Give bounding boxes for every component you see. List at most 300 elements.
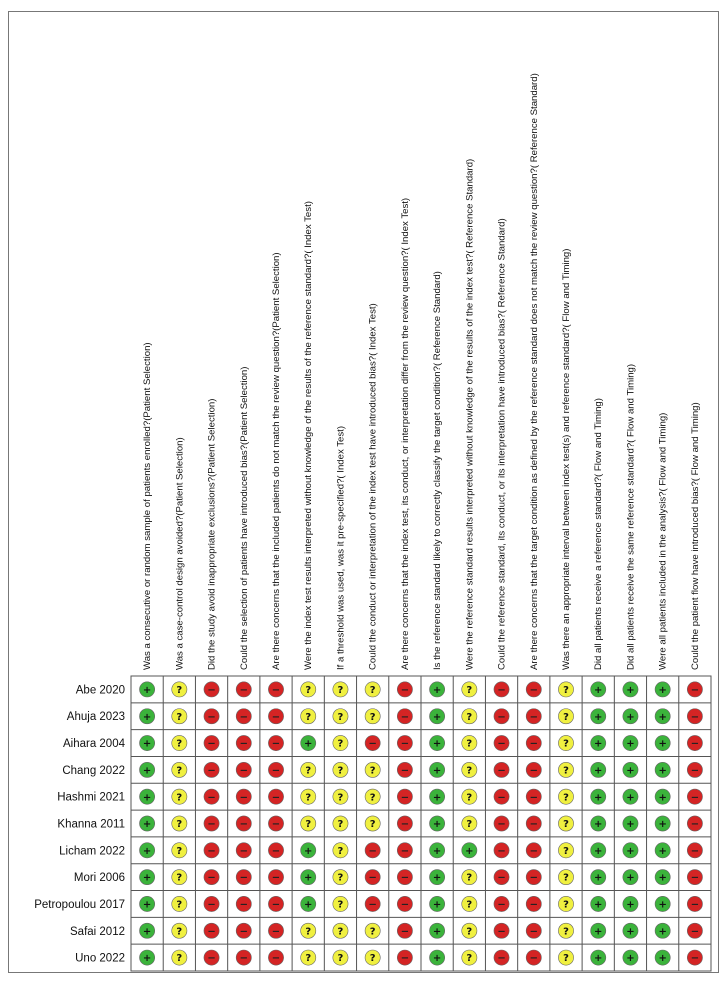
- judgement-symbol: +: [594, 685, 603, 697]
- judgement-symbol: −: [529, 872, 538, 884]
- judgement-symbol: +: [658, 711, 667, 723]
- judgement-symbol: −: [497, 926, 506, 938]
- judgement-symbol: −: [239, 685, 248, 697]
- judgement-mark: [140, 870, 155, 885]
- judgement-mark: [655, 816, 670, 831]
- judgement-mark: [365, 682, 380, 697]
- judgement-symbol: ?: [337, 738, 344, 750]
- judgement-mark: [397, 735, 412, 750]
- judgement-mark: [333, 923, 348, 938]
- column-header-11: Were the reference standard results interpreted without knowledge of the results of the index test?( Reference Standard): [464, 158, 476, 670]
- judgement-symbol: −: [400, 711, 410, 723]
- judgement-mark: [204, 682, 219, 697]
- judgement-symbol: ?: [176, 953, 183, 965]
- judgement-mark: [526, 762, 541, 777]
- judgement-symbol: −: [529, 953, 538, 965]
- judgement-symbol: +: [432, 953, 442, 965]
- judgement-mark: [236, 789, 251, 804]
- judgement-symbol: ?: [305, 926, 312, 938]
- judgement-mark: [140, 896, 155, 911]
- judgement-mark: [687, 923, 702, 938]
- judgement-symbol: +: [432, 872, 442, 884]
- judgement-mark: [333, 816, 348, 831]
- judgement-mark: [623, 682, 638, 697]
- judgement-symbol: +: [432, 926, 442, 938]
- judgement-mark: [397, 843, 412, 858]
- judgement-mark: [430, 682, 445, 697]
- judgement-mark: [365, 709, 380, 724]
- judgement-symbol: +: [626, 711, 635, 723]
- judgement-symbol: +: [594, 899, 603, 911]
- judgement-symbol: +: [658, 872, 667, 884]
- study-label: Khanna 2011: [57, 818, 125, 831]
- column-header-5: Are there concerns that the included patients do not match the review question?(Patient Selection): [271, 252, 282, 670]
- judgement-mark: [204, 870, 219, 885]
- judgement-mark: [301, 950, 316, 965]
- judgement-symbol: −: [497, 872, 506, 884]
- judgement-mark: [236, 735, 251, 750]
- judgement-symbol: −: [368, 899, 377, 911]
- judgement-symbol: −: [529, 819, 538, 831]
- judgement-symbol: ?: [369, 765, 376, 777]
- judgement-symbol: −: [690, 685, 700, 697]
- column-header-4: Could the selection of patients have introduced bias?(Patient Selection): [238, 366, 250, 670]
- judgement-symbol: +: [594, 926, 603, 938]
- judgement-symbol: −: [400, 819, 410, 831]
- judgement-mark: [462, 923, 477, 938]
- judgement-mark: [558, 762, 573, 777]
- judgement-mark: [140, 789, 155, 804]
- judgement-mark: [268, 843, 283, 858]
- judgement-symbol: −: [271, 819, 281, 831]
- judgement-mark: [623, 923, 638, 938]
- judgement-symbol: +: [304, 738, 313, 750]
- study-label: Petropoulou 2017: [34, 898, 125, 911]
- judgement-mark: [365, 816, 380, 831]
- judgement-symbol: ?: [337, 926, 344, 938]
- judgement-mark: [494, 816, 509, 831]
- judgement-mark: [494, 789, 509, 804]
- judgement-mark: [591, 816, 606, 831]
- judgement-mark: [591, 735, 606, 750]
- judgement-symbol: −: [529, 711, 538, 723]
- judgement-mark: [655, 870, 670, 885]
- judgement-mark: [494, 950, 509, 965]
- judgement-symbol: −: [271, 845, 281, 857]
- judgement-symbol: +: [658, 819, 667, 831]
- judgement-symbol: ?: [563, 738, 569, 750]
- judgement-symbol: +: [626, 738, 635, 750]
- judgement-symbol: ?: [466, 953, 473, 965]
- judgement-mark: [687, 870, 702, 885]
- judgement-symbol: +: [594, 765, 603, 777]
- judgement-mark: [655, 950, 670, 965]
- judgement-mark: [140, 923, 155, 938]
- judgement-symbol: −: [239, 711, 248, 723]
- judgement-symbol: −: [690, 953, 700, 965]
- judgement-mark: [623, 762, 638, 777]
- judgement-symbol: −: [207, 845, 216, 857]
- judgement-symbol: +: [658, 953, 667, 965]
- judgement-mark: [430, 789, 445, 804]
- judgement-symbol: +: [626, 845, 635, 857]
- judgement-symbol: −: [690, 765, 700, 777]
- judgement-symbol: ?: [563, 845, 569, 857]
- study-label: Uno 2022: [75, 952, 125, 965]
- judgement-symbol: −: [207, 711, 216, 723]
- judgement-symbol: −: [400, 792, 410, 804]
- judgement-symbol: −: [400, 926, 410, 938]
- judgement-mark: [397, 789, 412, 804]
- judgement-mark: [365, 896, 380, 911]
- judgement-mark: [268, 950, 283, 965]
- judgement-symbol: +: [432, 711, 442, 723]
- judgement-mark: [687, 682, 702, 697]
- judgement-mark: [591, 709, 606, 724]
- judgement-symbol: −: [239, 953, 248, 965]
- judgement-symbol: ?: [466, 711, 473, 723]
- judgement-symbol: ?: [176, 872, 183, 884]
- judgement-symbol: −: [400, 953, 410, 965]
- judgement-mark: [526, 923, 541, 938]
- judgement-symbol: ?: [305, 711, 312, 723]
- judgement-mark: [430, 735, 445, 750]
- judgement-mark: [462, 896, 477, 911]
- judgement-mark: [204, 789, 219, 804]
- column-header-6: Were the index test results interpreted without knowledge of the results of the reference standard?( Index Test): [303, 201, 315, 670]
- judgement-mark: [655, 923, 670, 938]
- judgement-mark: [526, 950, 541, 965]
- judgement-mark: [236, 709, 251, 724]
- judgement-mark: [623, 950, 638, 965]
- judgement-symbol: −: [271, 765, 281, 777]
- judgement-mark: [430, 923, 445, 938]
- judgement-mark: [687, 950, 702, 965]
- column-header-10: Is the reference standard likely to correctly classify the target condition?( Reference Standard): [432, 271, 444, 670]
- judgement-symbol: +: [142, 685, 152, 697]
- judgement-mark: [558, 682, 573, 697]
- column-header-16: Did all patients receive the same reference standard?( Flow and Timing): [625, 363, 637, 670]
- judgement-symbol: +: [658, 899, 667, 911]
- judgement-symbol: +: [142, 819, 152, 831]
- column-header-8: Could the conduct or interpretation of the index test have introduced bias?( Index Test): [367, 303, 379, 670]
- judgement-symbol: +: [658, 926, 667, 938]
- judgement-mark: [172, 870, 187, 885]
- judgement-symbol: −: [368, 845, 377, 857]
- judgement-mark: [623, 816, 638, 831]
- judgement-mark: [655, 682, 670, 697]
- judgement-mark: [526, 843, 541, 858]
- judgement-symbol: +: [594, 711, 603, 723]
- judgement-symbol: −: [239, 792, 248, 804]
- judgement-symbol: −: [207, 685, 216, 697]
- judgement-mark: [397, 950, 412, 965]
- judgement-mark: [558, 950, 573, 965]
- judgement-symbol: −: [239, 926, 248, 938]
- judgement-mark: [494, 896, 509, 911]
- judgement-mark: [236, 762, 251, 777]
- judgement-symbol: ?: [466, 792, 473, 804]
- judgement-mark: [558, 709, 573, 724]
- judgement-symbol: ?: [176, 711, 183, 723]
- judgement-symbol: −: [690, 926, 700, 938]
- judgement-mark: [494, 682, 509, 697]
- judgement-symbol: +: [432, 685, 442, 697]
- judgement-mark: [333, 896, 348, 911]
- judgement-symbol: −: [271, 792, 281, 804]
- judgement-mark: [301, 735, 316, 750]
- judgement-symbol: −: [690, 819, 700, 831]
- judgement-mark: [397, 762, 412, 777]
- judgement-mark: [397, 896, 412, 911]
- column-header-18: Could the patient flow have introduced bias?( Flow and Timing): [689, 402, 701, 670]
- judgement-symbol: −: [529, 685, 538, 697]
- judgement-mark: [558, 789, 573, 804]
- judgement-symbol: +: [658, 845, 667, 857]
- judgement-mark: [462, 762, 477, 777]
- judgement-symbol: ?: [176, 738, 183, 750]
- judgement-mark: [140, 762, 155, 777]
- judgement-symbol: ?: [563, 899, 569, 911]
- judgement-symbol: −: [400, 685, 410, 697]
- judgement-symbol: −: [207, 926, 216, 938]
- judgement-mark: [236, 843, 251, 858]
- judgement-mark: [365, 735, 380, 750]
- judgement-symbol: ?: [466, 685, 473, 697]
- judgement-mark: [462, 709, 477, 724]
- judgement-symbol: +: [304, 845, 313, 857]
- judgement-mark: [687, 709, 702, 724]
- judgement-mark: [687, 843, 702, 858]
- judgement-mark: [494, 923, 509, 938]
- judgement-symbol: ?: [337, 711, 344, 723]
- judgement-symbol: ?: [337, 872, 344, 884]
- judgement-mark: [623, 843, 638, 858]
- judgement-symbol: −: [690, 845, 700, 857]
- judgement-symbol: −: [239, 819, 248, 831]
- judgement-symbol: ?: [176, 845, 183, 857]
- judgement-mark: [204, 896, 219, 911]
- judgement-mark: [268, 789, 283, 804]
- judgement-symbol: +: [594, 819, 603, 831]
- judgement-symbol: +: [142, 845, 152, 857]
- judgement-symbol: −: [239, 872, 248, 884]
- judgement-symbol: −: [497, 765, 506, 777]
- judgement-symbol: −: [400, 899, 410, 911]
- judgement-symbol: −: [497, 685, 506, 697]
- judgement-symbol: −: [207, 953, 216, 965]
- judgement-mark: [558, 923, 573, 938]
- judgement-symbol: −: [497, 845, 506, 857]
- judgement-mark: [301, 923, 316, 938]
- judgement-mark: [172, 923, 187, 938]
- study-label: Chang 2022: [62, 764, 125, 777]
- judgement-symbol: −: [271, 711, 281, 723]
- judgement-symbol: ?: [369, 819, 376, 831]
- judgement-mark: [462, 682, 477, 697]
- judgement-symbol: −: [497, 953, 506, 965]
- judgement-symbol: ?: [176, 685, 183, 697]
- judgement-mark: [172, 682, 187, 697]
- study-label: Safai 2012: [70, 925, 125, 938]
- judgement-mark: [591, 789, 606, 804]
- judgement-symbol: +: [658, 738, 667, 750]
- judgement-mark: [236, 950, 251, 965]
- judgement-mark: [430, 816, 445, 831]
- judgement-mark: [236, 682, 251, 697]
- judgement-mark: [655, 762, 670, 777]
- judgement-mark: [204, 709, 219, 724]
- judgement-mark: [558, 816, 573, 831]
- judgement-mark: [301, 709, 316, 724]
- judgement-symbol: ?: [305, 765, 312, 777]
- judgement-symbol: +: [626, 765, 635, 777]
- judgement-symbol: −: [497, 738, 506, 750]
- judgement-symbol: −: [400, 872, 410, 884]
- judgement-symbol: +: [658, 685, 667, 697]
- judgement-mark: [268, 923, 283, 938]
- judgement-symbol: −: [207, 819, 216, 831]
- judgement-mark: [140, 735, 155, 750]
- judgement-mark: [623, 709, 638, 724]
- judgement-mark: [301, 843, 316, 858]
- judgement-mark: [236, 816, 251, 831]
- judgement-mark: [591, 870, 606, 885]
- judgement-symbol: −: [207, 872, 216, 884]
- judgement-mark: [268, 762, 283, 777]
- judgement-symbol: ?: [466, 899, 473, 911]
- judgement-mark: [333, 682, 348, 697]
- judgement-symbol: +: [142, 738, 152, 750]
- judgement-mark: [655, 843, 670, 858]
- judgement-symbol: +: [142, 899, 152, 911]
- judgement-mark: [236, 870, 251, 885]
- judgement-symbol: −: [207, 738, 216, 750]
- judgement-symbol: +: [626, 819, 635, 831]
- judgement-mark: [301, 789, 316, 804]
- judgement-symbol: −: [690, 872, 700, 884]
- judgement-symbol: ?: [337, 685, 344, 697]
- judgement-symbol: ?: [563, 765, 569, 777]
- judgement-symbol: −: [400, 765, 410, 777]
- judgement-mark: [204, 735, 219, 750]
- judgement-symbol: ?: [369, 685, 376, 697]
- judgement-symbol: −: [271, 738, 281, 750]
- judgement-mark: [494, 843, 509, 858]
- judgement-mark: [687, 762, 702, 777]
- judgement-symbol: −: [239, 765, 248, 777]
- judgement-symbol: +: [594, 738, 603, 750]
- judgement-mark: [333, 950, 348, 965]
- judgement-mark: [655, 709, 670, 724]
- judgement-symbol: ?: [176, 899, 183, 911]
- judgement-symbol: −: [690, 711, 700, 723]
- judgement-symbol: −: [271, 926, 281, 938]
- judgement-symbol: ?: [176, 765, 183, 777]
- judgement-mark: [430, 870, 445, 885]
- judgement-mark: [494, 870, 509, 885]
- judgement-mark: [172, 843, 187, 858]
- judgement-mark: [365, 950, 380, 965]
- judgement-symbol: −: [529, 792, 538, 804]
- column-header-9: Are there concerns that the index test, its conduct, or interpretation differ from the review question?( Index Test): [399, 197, 411, 670]
- judgement-symbol: ?: [563, 926, 569, 938]
- judgement-symbol: +: [594, 872, 603, 884]
- judgement-symbol: +: [304, 899, 313, 911]
- judgement-mark: [494, 762, 509, 777]
- judgement-mark: [623, 896, 638, 911]
- column-header-14: Was there an appropriate interval between index test(s) and reference standard?( Flow and Timing): [561, 248, 572, 670]
- judgement-symbol: ?: [563, 872, 569, 884]
- judgement-symbol: −: [271, 953, 281, 965]
- judgement-symbol: ?: [305, 819, 312, 831]
- judgement-mark: [687, 816, 702, 831]
- judgement-symbol: −: [207, 765, 216, 777]
- judgement-symbol: ?: [563, 819, 569, 831]
- judgement-symbol: +: [626, 953, 635, 965]
- judgement-symbol: ?: [337, 819, 344, 831]
- column-header-17: Were all patients included in the analysis?( Flow and Timing): [657, 412, 669, 670]
- judgement-symbol: +: [594, 953, 603, 965]
- judgement-symbol: −: [239, 845, 248, 857]
- judgement-mark: [140, 950, 155, 965]
- judgement-mark: [591, 843, 606, 858]
- judgement-mark: [172, 896, 187, 911]
- judgement-mark: [268, 682, 283, 697]
- judgement-symbol: ?: [369, 953, 376, 965]
- judgement-mark: [526, 709, 541, 724]
- judgement-mark: [333, 843, 348, 858]
- judgement-symbol: −: [271, 872, 281, 884]
- judgement-symbol: ?: [176, 792, 183, 804]
- judgement-mark: [204, 843, 219, 858]
- judgement-symbol: −: [368, 872, 377, 884]
- judgement-symbol: −: [400, 845, 410, 857]
- judgement-mark: [655, 896, 670, 911]
- judgement-symbol: +: [142, 872, 152, 884]
- judgement-symbol: +: [594, 845, 603, 857]
- study-label: Aihara 2004: [62, 738, 125, 751]
- judgement-mark: [397, 816, 412, 831]
- judgement-symbol: +: [142, 926, 152, 938]
- judgement-mark: [140, 682, 155, 697]
- judgement-mark: [526, 870, 541, 885]
- judgement-symbol: ?: [337, 953, 344, 965]
- judgement-mark: [268, 735, 283, 750]
- judgement-mark: [462, 816, 477, 831]
- judgement-mark: [365, 789, 380, 804]
- judgement-mark: [301, 682, 316, 697]
- judgement-symbol: ?: [176, 819, 183, 831]
- judgement-symbol: +: [465, 845, 474, 857]
- judgement-mark: [558, 870, 573, 885]
- judgement-symbol: +: [626, 899, 635, 911]
- judgement-symbol: ?: [369, 711, 376, 723]
- judgement-symbol: ?: [466, 872, 473, 884]
- judgement-symbol: +: [594, 792, 603, 804]
- judgement-symbol: +: [432, 738, 442, 750]
- judgement-symbol: ?: [563, 685, 569, 697]
- judgement-mark: [333, 735, 348, 750]
- judgement-symbol: −: [690, 738, 700, 750]
- judgement-mark: [204, 762, 219, 777]
- study-label: Abe 2020: [75, 684, 125, 697]
- judgement-mark: [623, 870, 638, 885]
- judgement-symbol: −: [529, 765, 538, 777]
- judgement-mark: [140, 843, 155, 858]
- judgement-symbol: +: [432, 765, 442, 777]
- judgement-symbol: −: [529, 899, 538, 911]
